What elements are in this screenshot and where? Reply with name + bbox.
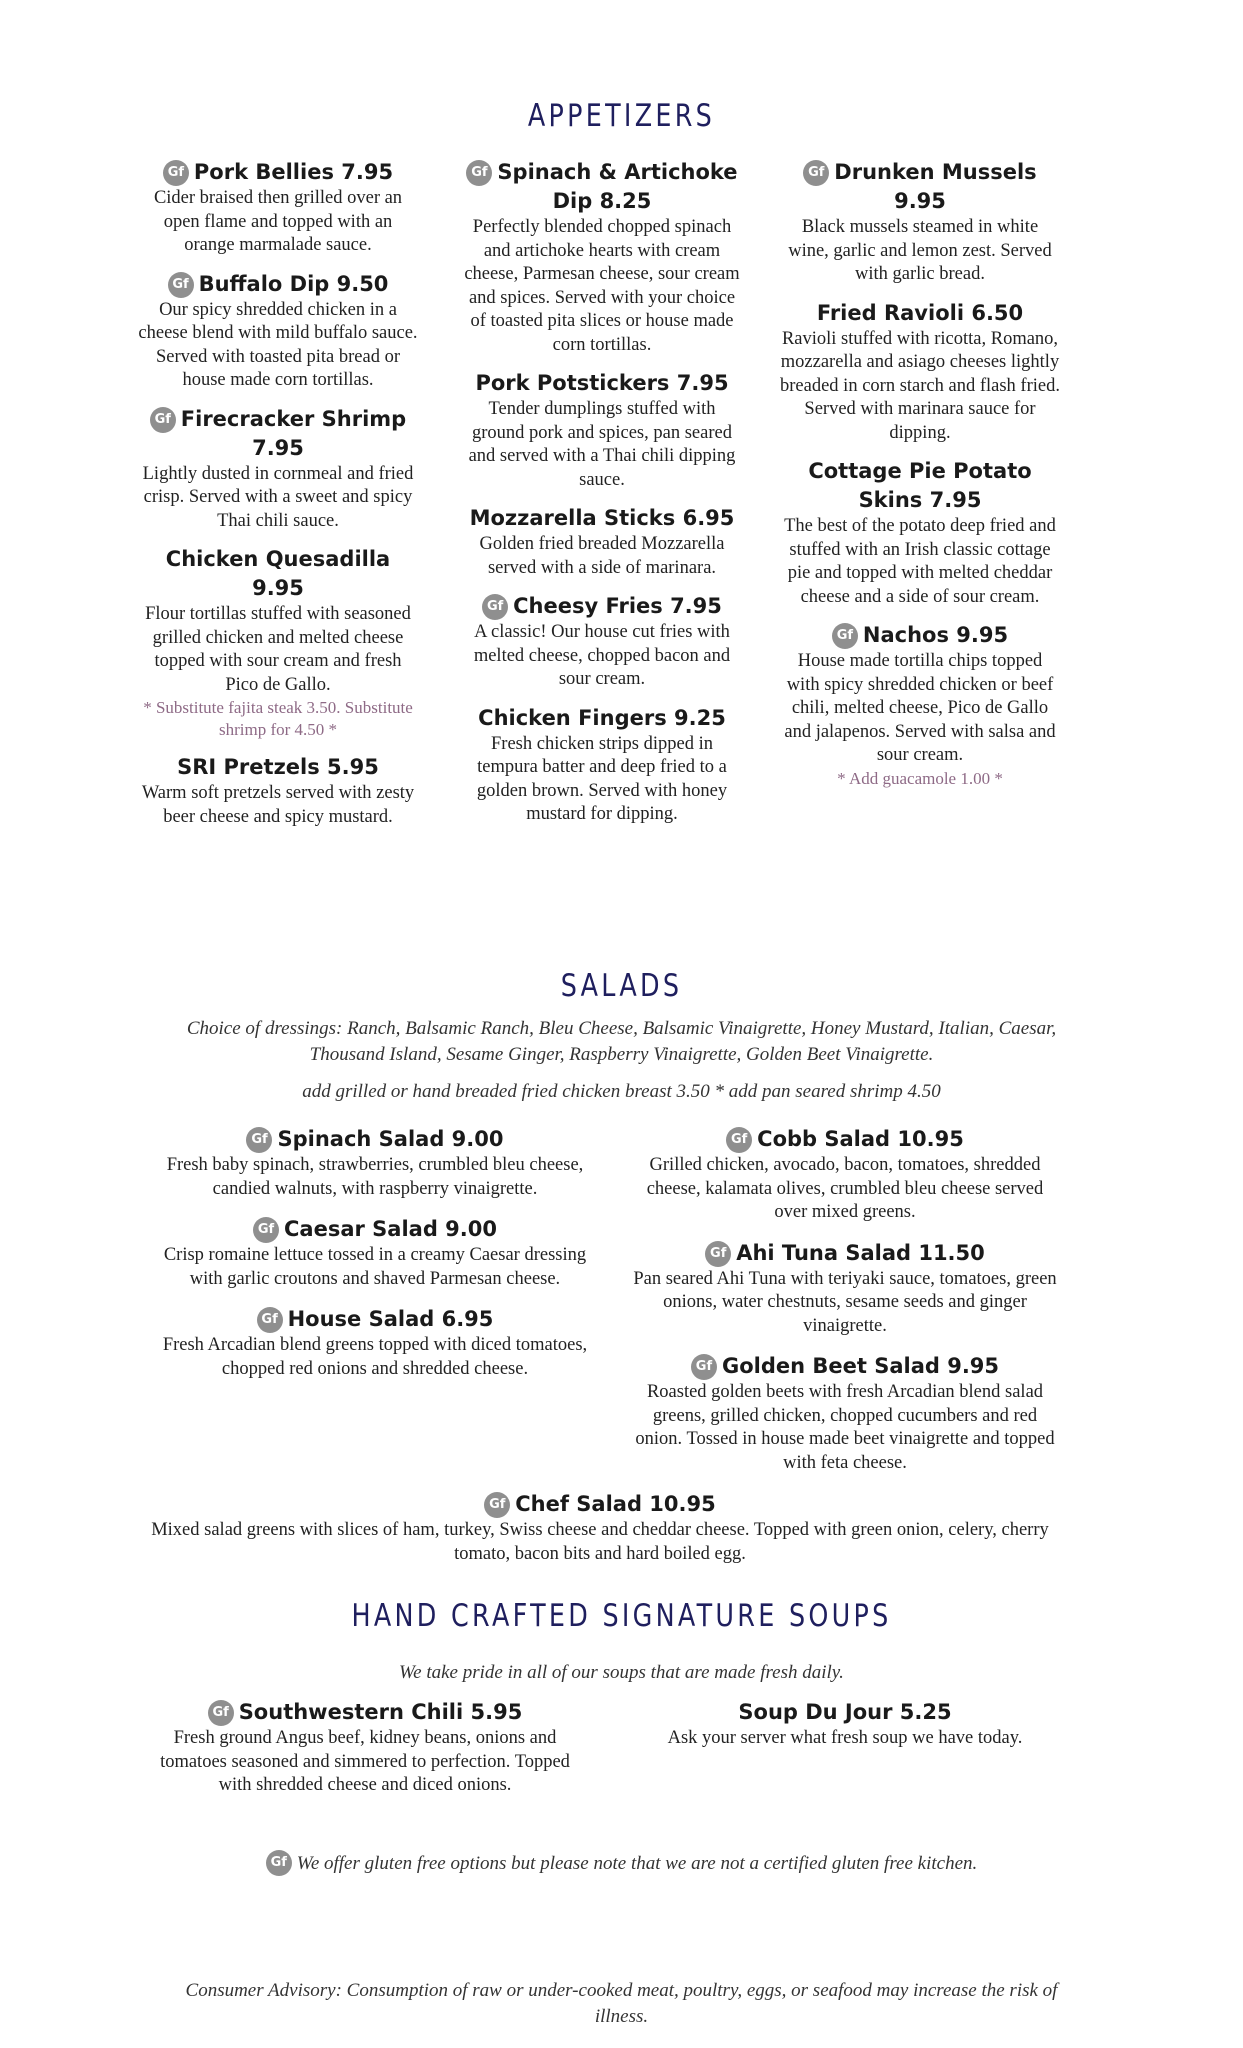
gluten-free-icon: Gf xyxy=(482,594,508,620)
consumer-advisory: Consumer Advisory: Consumption of raw or under-cooked meat, poultry, eggs, or seafood may increase the risk of illness. xyxy=(185,1980,1058,2027)
item-description: Warm soft pretzels served with zesty beer cheese and spicy mustard. xyxy=(141,783,415,827)
item-note: * Add guacamole 1.00 * xyxy=(837,768,1003,788)
item-name-text: Pork Potstickers 7.95 xyxy=(475,371,729,395)
item-note: * Substitute fajita steak 3.50. Substitute shrimp for 4.50 * xyxy=(143,698,413,739)
item-description: Ravioli stuffed with ricotta, Romano, mozzarella and asiago cheeses lightly breaded in corn starch and flash fried. Served with marinara sauce for dipping. xyxy=(780,328,1060,443)
item-description: Fresh chicken strips dipped in tempura batter and deep fried to a golden brown. Served with honey mustard for dipping. xyxy=(476,733,728,824)
item-name-text: Cheesy Fries 7.95 xyxy=(513,594,722,618)
item-name xyxy=(462,158,742,216)
item-name-text: Chicken Quesadilla 9.95 xyxy=(165,547,391,600)
soups-title: HAND CRAFTED SIGNATURE SOUPS xyxy=(351,1598,892,1634)
menu-item-firecracker-shrimp xyxy=(138,405,418,534)
menu-item-fried-ravioli xyxy=(780,299,1060,446)
soups-tagline: We take pride in all of our soups that are made fresh daily. xyxy=(399,1662,844,1683)
menu-item-pork-potstickers xyxy=(462,369,742,492)
gluten-free-icon: Gf xyxy=(466,160,492,186)
salads-left-column xyxy=(160,1125,590,1395)
item-name-text: Pork Bellies 7.95 xyxy=(193,160,394,184)
salad-addons-note: add grilled or hand breaded fried chicken breast 3.50 * add pan seared shrimp 4.50 xyxy=(302,1081,941,1102)
item-description: Roasted golden beets with fresh Arcadian blend salad greens, grilled chicken, chopped cucumbers and red onion. Tossed in house made beet vinaigrette and topped with feta cheese. xyxy=(635,1382,1055,1473)
gluten-free-icon: Gf xyxy=(246,1127,272,1153)
menu-item-buffalo-dip xyxy=(138,270,418,393)
item-name xyxy=(138,753,418,782)
item-name xyxy=(462,704,742,733)
item-description: Fresh ground Angus beef, kidney beans, onions and tomatoes seasoned and simmered to perfection. Topped with shredded cheese and diced onions. xyxy=(160,1728,570,1795)
item-name xyxy=(780,457,1060,515)
item-name-text: Buffalo Dip 9.50 xyxy=(198,271,389,296)
item-name xyxy=(160,1215,590,1244)
item-name-text: House Salad 6.95 xyxy=(287,1307,494,1331)
appetizers-title: APPETIZERS xyxy=(527,98,716,134)
item-name-text: Spinach Salad 9.00 xyxy=(277,1127,504,1151)
gluten-free-icon: Gf xyxy=(150,407,176,433)
item-description: The best of the potato deep fried and stuffed with an Irish classic cottage pie and topped with melted cheddar cheese and a side of sour cream. xyxy=(784,516,1056,607)
menu-item-house-salad xyxy=(160,1305,590,1381)
item-name xyxy=(462,369,742,398)
item-description: Mixed salad greens with slices of ham, turkey, Swiss cheese and cheddar cheese. Topped with green onion, celery, cherry tomato, bacon bits and hard boiled egg. xyxy=(151,1520,1049,1564)
item-description: Pan seared Ahi Tuna with teriyaki sauce, tomatoes, green onions, water chestnuts, sesame seeds and ginger vinaigrette. xyxy=(633,1268,1057,1336)
item-name xyxy=(630,1352,1060,1381)
item-name xyxy=(138,158,418,187)
item-name xyxy=(630,1698,1060,1727)
item-description: Fresh baby spinach, strawberries, crumbled bleu cheese, candied walnuts, with raspberry vinaigrette. xyxy=(166,1155,584,1199)
menu-item-spinach-artichoke-dip xyxy=(462,158,742,357)
gluten-free-notice xyxy=(0,1850,1243,1877)
appetizers-column-2 xyxy=(462,158,742,839)
item-name xyxy=(138,270,418,299)
item-name-text: Spinach & Artichoke Dip 8.25 xyxy=(497,160,738,213)
gluten-free-icon: Gf xyxy=(257,1307,283,1333)
item-name-text: Ahi Tuna Salad 11.50 xyxy=(736,1240,985,1265)
item-name-text: Chicken Fingers 9.25 xyxy=(478,705,726,730)
gluten-free-icon: Gf xyxy=(705,1241,731,1267)
menu-item-ahi-tuna-salad xyxy=(630,1239,1060,1339)
menu-item-nachos xyxy=(780,621,1060,790)
item-description: Golden fried breaded Mozzarella served with a side of marinara. xyxy=(479,534,725,578)
menu-item-drunken-mussels xyxy=(780,158,1060,287)
item-name-text: Firecracker Shrimp 7.95 xyxy=(180,406,407,460)
gluten-free-icon: Gf xyxy=(163,160,189,186)
menu-item-pork-bellies xyxy=(138,158,418,258)
menu-item-chef-salad xyxy=(150,1490,1050,1566)
salads-right-column xyxy=(630,1125,1060,1489)
item-name-text: Mozzarella Sticks 6.95 xyxy=(469,506,735,530)
item-name-text: Fried Ravioli 6.50 xyxy=(816,300,1024,325)
item-name-text: Southwestern Chili 5.95 xyxy=(238,1700,523,1724)
appetizers-column-3 xyxy=(780,158,1060,802)
chef-salad xyxy=(150,1490,1050,1566)
item-description: Crisp romaine lettuce tossed in a creamy Caesar dressing with garlic croutons and shaved Parmesan cheese. xyxy=(163,1245,587,1289)
item-name-text: Cobb Salad 10.95 xyxy=(757,1127,964,1151)
menu-item-sri-pretzels xyxy=(138,753,418,829)
item-name xyxy=(160,1125,590,1154)
item-description: House made tortilla chips topped with spicy shredded chicken or beef chili, melted cheese, Pico de Gallo and jalapenos. Served with salsa and sour cream. xyxy=(784,651,1056,765)
item-name-text: Drunken Mussels 9.95 xyxy=(834,160,1037,213)
item-description: A classic! Our house cut fries with melted cheese, chopped bacon and sour cream. xyxy=(473,622,731,689)
item-name xyxy=(780,299,1060,328)
item-name xyxy=(160,1305,590,1334)
gluten-free-icon: Gf xyxy=(691,1354,717,1380)
gluten-free-icon: Gf xyxy=(168,272,194,298)
soup-du-jour xyxy=(630,1698,1060,1751)
menu-item-cheesy-fries xyxy=(462,592,742,692)
item-name-text: SRI Pretzels 5.95 xyxy=(177,755,379,779)
item-description: Perfectly blended chopped spinach and artichoke hearts with cream cheese, Parmesan cheese, sour cream and spices. Served with your choice of toasted pita slices or house made corn tortillas. xyxy=(464,217,740,355)
item-name xyxy=(160,1698,570,1727)
gluten-free-icon: Gf xyxy=(266,1850,292,1876)
item-description: Cider braised then grilled over an open flame and topped with an orange marmalade sauce. xyxy=(153,188,403,255)
menu-item-mozzarella-sticks xyxy=(462,504,742,580)
gluten-free-icon: Gf xyxy=(803,160,829,186)
item-description: Lightly dusted in cornmeal and fried crisp. Served with a sweet and spicy Thai chili sauce. xyxy=(142,463,414,531)
appetizers-column-1 xyxy=(138,158,418,841)
menu-item-spinach-salad xyxy=(160,1125,590,1201)
salads-title: SALADS xyxy=(560,968,683,1004)
item-name xyxy=(462,504,742,533)
menu-item-chicken-quesadilla xyxy=(138,545,418,741)
item-name-text: Chef Salad 10.95 xyxy=(515,1492,716,1516)
menu-item-southwestern-chili xyxy=(160,1698,570,1798)
item-description: Flour tortillas stuffed with seasoned grilled chicken and melted cheese topped with sour cream and fresh Pico de Gallo. xyxy=(145,604,411,695)
item-name xyxy=(630,1239,1060,1268)
salad-dressings-note: Choice of dressings: Ranch, Balsamic Ranch, Bleu Cheese, Balsamic Vinaigrette, Honey Mustard, Italian, Caesar, Thousand Island, Sesame Ginger, Raspberry Vinaigrette, Golden Beet Vinaigrette. xyxy=(186,1018,1057,1065)
menu-item-cobb-salad xyxy=(630,1125,1060,1225)
soup-southwestern-chili xyxy=(160,1698,570,1798)
item-name xyxy=(780,158,1060,216)
item-description: Fresh Arcadian blend greens topped with diced tomatoes, chopped red onions and shredded cheese. xyxy=(162,1335,588,1379)
item-name-text: Nachos 9.95 xyxy=(862,623,1009,647)
menu-item-golden-beet-salad xyxy=(630,1352,1060,1475)
gluten-free-icon: Gf xyxy=(208,1700,234,1726)
item-name-text: Soup Du Jour 5.25 xyxy=(738,1700,952,1724)
item-name xyxy=(138,405,418,463)
item-name-text: Cottage Pie Potato Skins 7.95 xyxy=(808,459,1032,512)
item-description: Grilled chicken, avocado, bacon, tomatoes, shredded cheese, kalamata olives, crumbled bleu cheese served over mixed greens. xyxy=(646,1155,1044,1222)
gluten-free-notice-text: We offer gluten free options but please note that we are not a certified gluten free kitchen. xyxy=(296,1853,978,1874)
item-description: Tender dumplings stuffed with ground pork and spices, pan seared and served with a Thai chili dipping sauce. xyxy=(468,399,736,490)
menu-item-soup-du-jour xyxy=(630,1698,1060,1751)
item-name xyxy=(630,1125,1060,1154)
menu-item-cottage-pie-potato-skins xyxy=(780,457,1060,609)
item-description: Ask your server what fresh soup we have today. xyxy=(667,1728,1023,1748)
gluten-free-icon: Gf xyxy=(484,1492,510,1518)
item-name xyxy=(462,592,742,621)
item-name xyxy=(150,1490,1050,1519)
item-name xyxy=(780,621,1060,650)
gluten-free-icon: Gf xyxy=(726,1127,752,1153)
item-name-text: Caesar Salad 9.00 xyxy=(284,1217,497,1241)
menu-item-chicken-fingers xyxy=(462,704,742,827)
item-description: Our spicy shredded chicken in a cheese blend with mild buffalo sauce. Served with toasted pita bread or house made corn tortillas. xyxy=(138,299,418,390)
gluten-free-icon: Gf xyxy=(832,623,858,649)
menu-item-caesar-salad xyxy=(160,1215,590,1291)
item-description: Black mussels steamed in white wine, garlic and lemon zest. Served with garlic bread. xyxy=(788,217,1052,284)
item-name-text: Golden Beet Salad 9.95 xyxy=(721,1354,1000,1378)
gluten-free-icon: Gf xyxy=(253,1217,279,1243)
item-name xyxy=(138,545,418,603)
